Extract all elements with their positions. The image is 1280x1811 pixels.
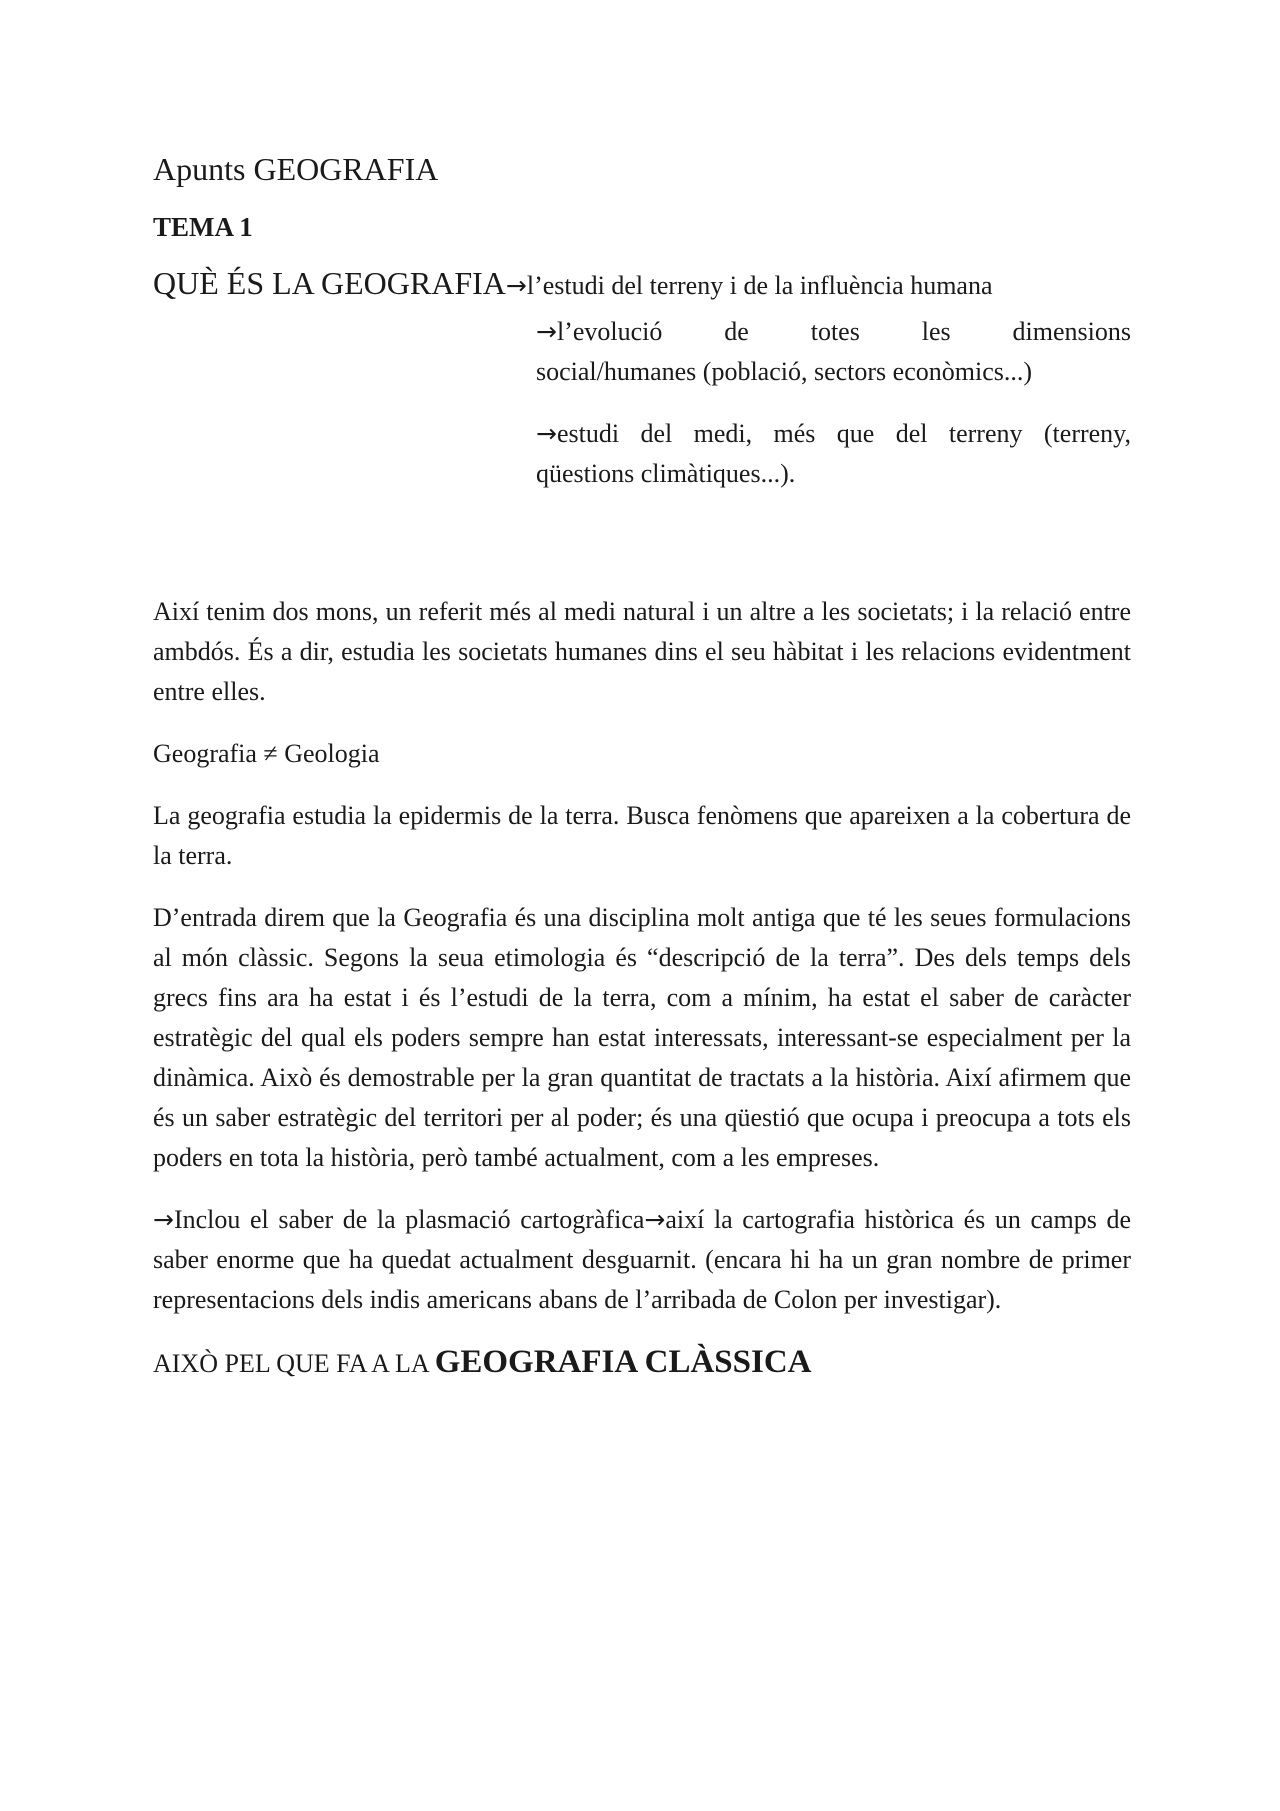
arrow-right-icon: → (536, 317, 557, 347)
closing-heading (153, 1342, 1131, 1384)
definition-third (536, 414, 1131, 494)
document-title: Apunts GEOGRAFIA (153, 151, 439, 187)
definition-second-line1: l’evolució de totes les dimensions (556, 317, 1131, 347)
spacer (153, 516, 1131, 592)
arrow-right-icon: → (536, 419, 557, 449)
paragraph-geografia-geologia: Geografia ≠ Geologia (153, 739, 380, 769)
paragraph-epidermis: La geografia estudia la epidermis de la terra. Busca fenòmens que apareixen a la cobertura de la terra. (153, 801, 1131, 871)
paragraph-two-worlds: Així tenim dos mons, un referit més al medi natural i un altre a les societats; i la relació entre ambdós. És a dir, estudia les societats humanes dins el seu hàbitat i les relacions evidentment entre elles. (153, 597, 1131, 707)
paragraph-cartography-part2: així la cartografia històrica és un camps de saber enorme que ha quedat actualment desguarnit. (encara hi ha un gran nombre de primer representacions dels indis americans abans de l’arribada de Colon per investigar). (153, 1205, 1131, 1315)
closing-emphasis: GEOGRAFIA CLÀSSICA (434, 1344, 812, 1381)
arrow-right-icon: → (153, 1205, 174, 1235)
definition-third-line2: qüestions climàtiques...). (536, 459, 796, 489)
definition-second-line2: social/humanes (població, sectors econòmics...) (536, 357, 1033, 387)
arrow-right-icon: → (505, 271, 527, 301)
definition-first: l’estudi del terreny i de la influència humana (526, 271, 993, 301)
arrow-right-icon: → (644, 1205, 666, 1235)
closing-prefix: AIXÒ PEL QUE FA A LA (153, 1349, 435, 1379)
definition-label: QUÈ ÉS LA GEOGRAFIA (153, 265, 506, 302)
paragraph-cartography (153, 1200, 1131, 1320)
paragraph-history: D’entrada direm que la Geografia és una disciplina molt antiga que té les seues formulacions al món clàssic. Segons la seua etimologia és “descripció de la terra”. Des dels temps dels grecs fins ara ha estat i és l’estudi de la terra, com a mínim, ha estat el saber de caràcter estratègic del qual els poders sempre han estat interessats, interessant-se especialment per la dinàmica. Això és demostrable per la gran quantitat de tractats a la història. Així afirmem que és un saber estratègic del territori per al poder; és una qüestió que ocupa i preocupa a tots els poders en tota la història, però també actualment, com a les empreses. (153, 903, 1131, 1173)
definition-second (536, 312, 1131, 392)
definition-row (153, 265, 1131, 302)
topic-heading: TEMA 1 (153, 212, 253, 243)
document-page (153, 150, 1131, 1384)
definition-third-line1: estudi del medi, més que del terreny (terreny, (556, 419, 1131, 449)
paragraph-cartography-part1: Inclou el saber de la plasmació cartogràfica (173, 1205, 645, 1235)
